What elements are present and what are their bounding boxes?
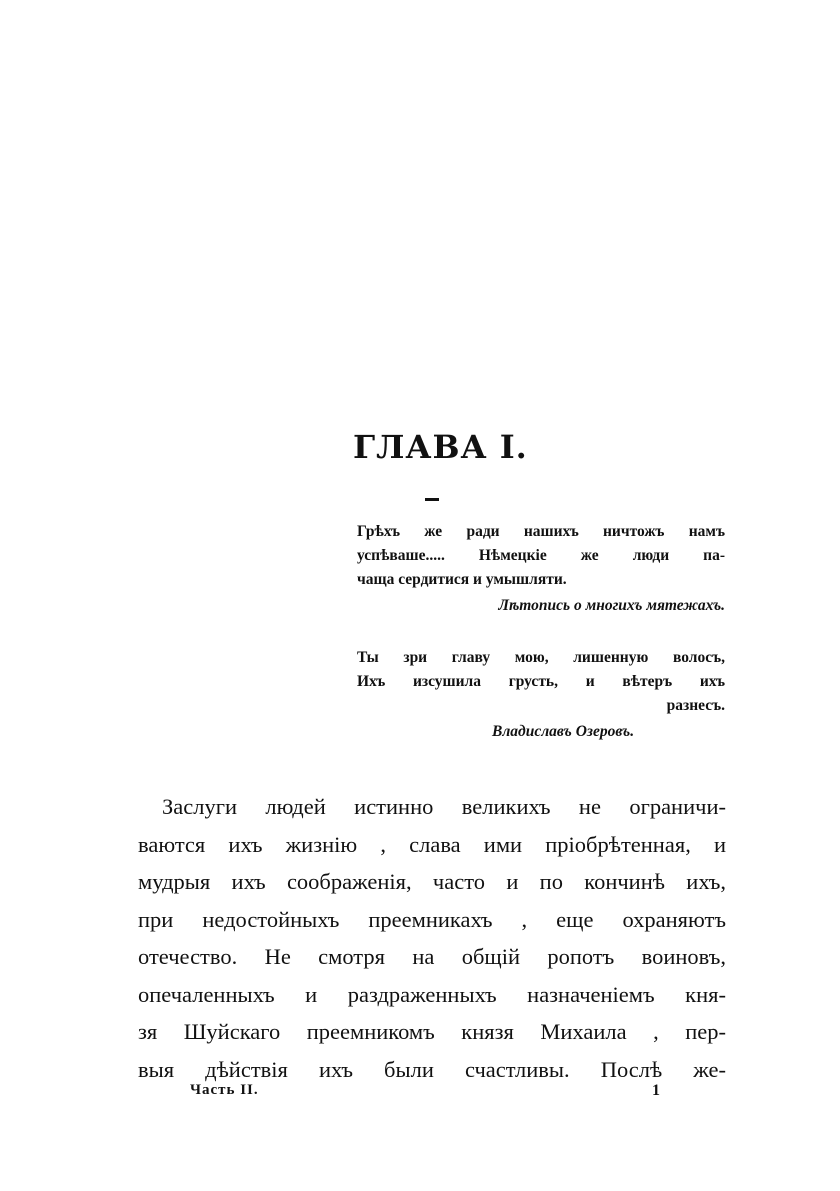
body-paragraph xyxy=(138,788,726,1088)
body-line: при недостойныхъ преемникахъ , еще охраняютъ xyxy=(138,906,726,932)
epigraph-line: разнесъ. xyxy=(666,697,725,714)
body-line: Заслуги людей истинно великихъ не ограничи- xyxy=(162,794,726,819)
epigraph-line: Ихъ изсушила грусть, и вѣтеръ ихъ xyxy=(357,673,725,690)
body-line: отечество. Не смотря на общій ропотъ воиновъ, xyxy=(138,944,726,969)
chapter-title: ГЛАВА I. xyxy=(353,428,528,466)
body-line: выя дѣйствія ихъ были счастливы. Послѣ же- xyxy=(138,1056,726,1082)
signature-mark: 1 xyxy=(652,1082,660,1099)
body-line: ваются ихъ жизнію , слава ими пріобрѣтенная, и xyxy=(138,831,726,857)
epigraph-line: Ты зри главу мою, лишенную волосъ, xyxy=(357,649,725,666)
epigraph-line: чаща сердитися и умышляти. xyxy=(357,571,567,588)
part-label: Часть II. xyxy=(190,1082,259,1098)
epigraph-attribution: Лѣтопись о многихъ мятежахъ. xyxy=(498,597,725,614)
epigraph-ozerov xyxy=(357,646,725,744)
body-line: зя Шуйскаго преемникомъ князя Михаила , пер- xyxy=(138,1019,726,1044)
epigraph-chronicle xyxy=(357,520,725,618)
title-rule xyxy=(425,498,439,501)
body-line: мудрыя ихъ соображенія, часто и по кончинѣ ихъ, xyxy=(138,869,726,894)
epigraph-line: Грѣхъ же ради нашихъ ничтожъ намъ xyxy=(357,523,725,540)
body-line: опечаленныхъ и раздраженныхъ назначеніемъ кня- xyxy=(138,981,726,1007)
epigraph-attribution: Владиславъ Озеровъ. xyxy=(492,723,635,740)
epigraph-line: успѣваше..... Нѣмецкіе же люди па- xyxy=(357,547,725,564)
